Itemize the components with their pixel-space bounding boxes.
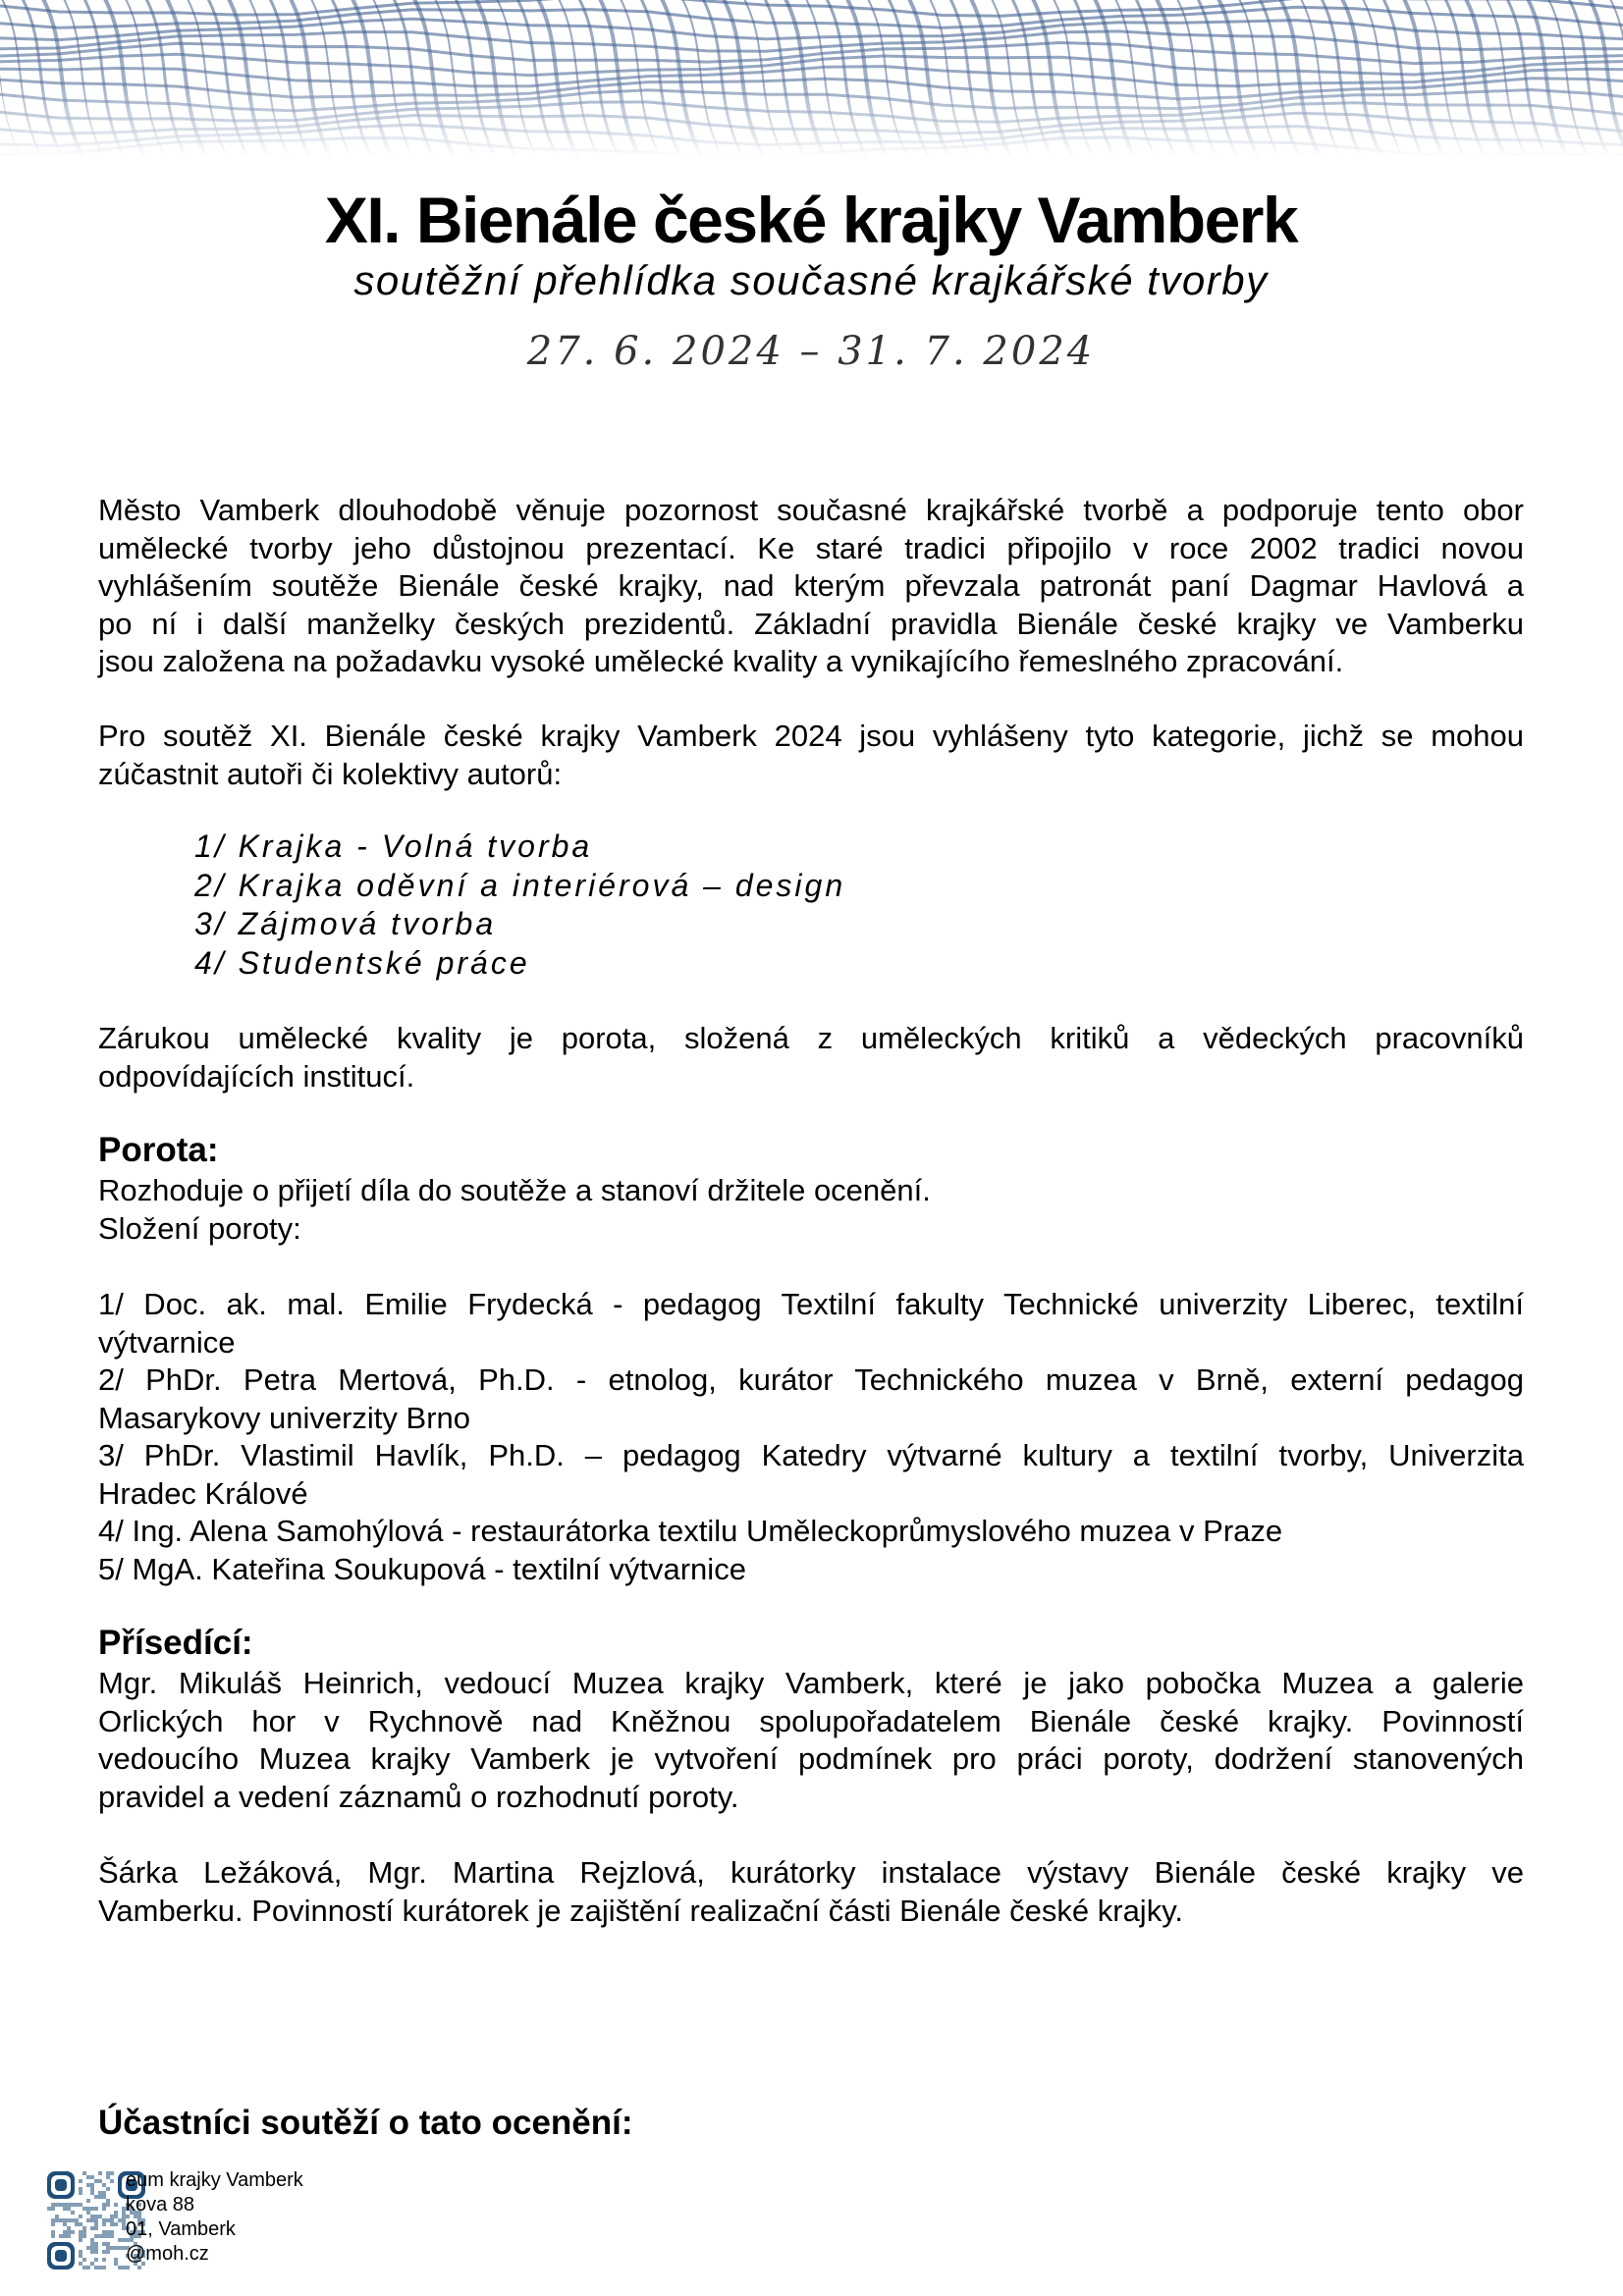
footer-address-line: eum krajky Vamberk xyxy=(126,2169,303,2191)
paragraph-line: Šárka Ležáková, Mgr. Martina Rejzlová, kurátorky instalace výstavy Bienále české krajky ve xyxy=(98,1855,1524,1890)
event-dates: 27. 6. 2024 – 31. 7. 2024 xyxy=(526,329,1096,374)
intro-paragraph xyxy=(98,492,1524,681)
paragraph-line: umělecké tvorby jeho důstojnou prezentací. Ke staré tradici připojilo v roce 2002 tradici novou xyxy=(98,530,1524,565)
jury-member-line: výtvarnice xyxy=(98,1324,236,1360)
paragraph-line: Orlických hor v Rychnově nad Kněžnou spolupořadatelem Bienále české krajky. Povinností xyxy=(98,1703,1524,1738)
jury-member-line: Masarykovy univerzity Brno xyxy=(98,1400,471,1435)
jury-member-line: 4/ Ing. Alena Samohýlová - restaurátorka textilu Uměleckoprůmyslového muzea v Praze xyxy=(98,1514,1283,1548)
category-item: 4/ Studentské práce xyxy=(194,944,530,981)
awards-heading: Účastníci soutěží o tato ocenění: xyxy=(98,2104,633,2142)
paragraph-line: vedoucího Muzea krajky Vamberk je vytvoření podmínek pro práci poroty, dodržení stanovených xyxy=(98,1741,1524,1776)
jury-member-line: Hradec Králové xyxy=(98,1475,308,1511)
paragraph-line: Zárukou umělecké kvality je porota, složená z uměleckých kritiků a vědeckých pracovníků xyxy=(98,1021,1524,1055)
category-item: 1/ Krajka - Volná tvorba xyxy=(194,828,593,864)
paragraph-line: Složení poroty: xyxy=(98,1210,301,1246)
jury-members-list xyxy=(98,1286,1524,1588)
paragraph-line: Pro soutěž XI. Bienále české krajky Vamberk 2024 jsou vyhlášeny tyto kategorie, jichž se mohou xyxy=(98,719,1524,753)
paragraph-line: pravidel a vedení záznamů o rozhodnutí poroty. xyxy=(98,1779,739,1814)
category-item: 2/ Krajka oděvní a interiérová – design xyxy=(194,867,846,903)
paragraph-line: vyhlášením soutěže Bienále české krajky, nad kterým převzala patronát paní Dagmar Havlová a xyxy=(98,568,1524,603)
footer-address-line: @moh.cz xyxy=(126,2243,209,2265)
footer-address-line: 01, Vamberk xyxy=(126,2218,236,2240)
paragraph-line: Rozhoduje o přijetí díla do soutěže a stanoví držitele ocenění. xyxy=(98,1173,931,1207)
categories-list xyxy=(194,828,845,983)
paragraph-line: jsou založena na požadavku vysoké umělecké kvality a vynikajícího řemeslného zpracování. xyxy=(98,644,1344,678)
jury-description xyxy=(98,1172,1524,1248)
paragraph-line: zúčastnit autoři či kolektivy autorů: xyxy=(98,756,563,791)
jury-heading: Porota: xyxy=(98,1131,219,1169)
paragraph-line: Vamberku. Povinností kurátorek je zajištění realizační části Bienále české krajky. xyxy=(98,1893,1184,1928)
jury-member-line: 3/ PhDr. Vlastimil Havlík, Ph.D. – pedagog Katedry výtvarné kultury a textilní tvorby, Univerzita xyxy=(98,1438,1524,1472)
assessors-paragraph xyxy=(98,1665,1524,1816)
category-item: 3/ Zájmová tvorba xyxy=(194,906,497,941)
lace-banner-image xyxy=(0,0,1623,157)
footer-address xyxy=(126,2168,303,2267)
document-title: XI. Bienále české krajky Vamberk xyxy=(324,184,1298,256)
jury-member-line: 2/ PhDr. Petra Mertová, Ph.D. - etnolog, kurátor Technického muzea v Brně, externí pedagog xyxy=(98,1362,1524,1397)
footer-address-line: kova 88 xyxy=(126,2194,195,2216)
paragraph-line: Mgr. Mikuláš Heinrich, vedoucí Muzea krajky Vamberk, které je jako pobočka Muzea a galerie xyxy=(98,1666,1524,1700)
paragraph-line: odpovídajících institucí. xyxy=(98,1058,415,1094)
paragraph-line: Město Vamberk dlouhodobě věnuje pozornost současné krajkářské tvorbě a podporuje tento obor xyxy=(98,493,1524,527)
quality-paragraph xyxy=(98,1020,1524,1095)
assessors-heading: Přísedící: xyxy=(98,1624,253,1662)
categories-intro-paragraph xyxy=(98,718,1524,793)
curators-paragraph xyxy=(98,1854,1524,1930)
jury-member-line: 5/ MgA. Kateřina Soukupová - textilní výtvarnice xyxy=(98,1551,746,1586)
document-subtitle: soutěžní přehlídka současné krajkářské tvorby xyxy=(353,257,1269,303)
paragraph-line: po ní i další manželky českých prezidentů. Základní pravidla Bienále české krajky ve Vamberku xyxy=(98,606,1524,641)
jury-member-line: 1/ Doc. ak. mal. Emilie Frydecká - pedagog Textilní fakulty Technické univerzity Liberec, textilní xyxy=(98,1287,1524,1321)
